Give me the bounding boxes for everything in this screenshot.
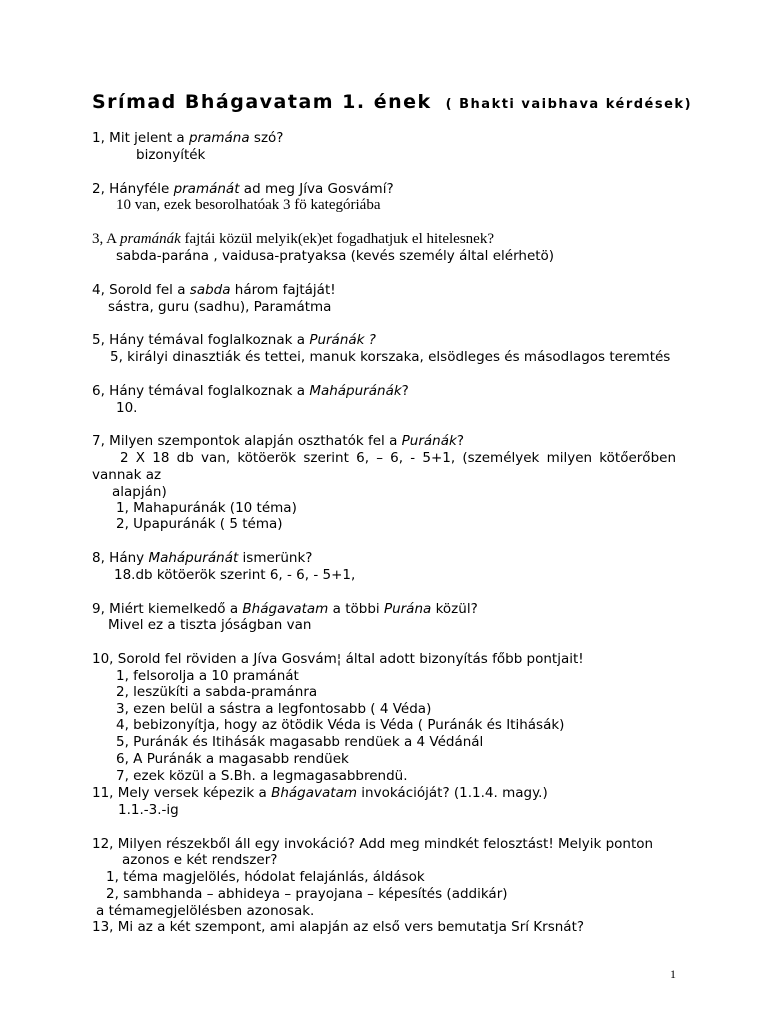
question-text: ? bbox=[401, 383, 409, 399]
answer-9: Mivel ez a tiszta jóságban van bbox=[108, 617, 312, 633]
question-9 bbox=[92, 601, 478, 618]
page-title bbox=[92, 91, 692, 113]
title-subtitle: ( Bhakti vaibhava kérdések) bbox=[445, 97, 693, 112]
answer-7-line-4: 1, Mahapuránák (10 téma) bbox=[116, 500, 297, 516]
answer-5: 5, királyi dinasztiák és tettei, manuk korszaka, elsödleges és másodlagos teremtés bbox=[110, 349, 671, 365]
answer-7-line-2: vannak az bbox=[92, 467, 162, 483]
question-8 bbox=[92, 550, 312, 567]
question-term: Mahápuránát bbox=[148, 550, 239, 566]
question-text: 6, Hány témával foglalkoznak a bbox=[92, 383, 310, 399]
answer-12-line-3: a témamegjelölésben azonosak. bbox=[96, 903, 315, 919]
answer-7-line-5: 2, Upapuránák ( 5 téma) bbox=[116, 516, 283, 532]
question-term: pramána bbox=[188, 130, 250, 146]
question-2 bbox=[92, 181, 394, 198]
question-term: pramánák bbox=[119, 231, 181, 247]
answer-1: bizonyíték bbox=[136, 147, 206, 163]
question-term: Bhágavatam bbox=[242, 601, 329, 617]
question-text: három fajtáját! bbox=[230, 282, 336, 298]
question-text: 11, Mely versek képezik a bbox=[92, 785, 272, 801]
answer-10-item: 5, Puránák és Itihásák magasabb rendüek a 4 Védánál bbox=[116, 734, 484, 750]
question-13: 13, Mi az a két szempont, ami alapján az első vers bemutatja Srí Krsnát? bbox=[92, 919, 585, 935]
answer-8: 18.db kötöerök szerint 6, - 6, - 5+1, bbox=[114, 567, 356, 583]
question-text: 3, A bbox=[92, 231, 120, 247]
answer-10-item: 4, bebizonyítja, hogy az ötödik Véda is Véda ( Puránák és Itihásák) bbox=[116, 717, 565, 733]
question-6 bbox=[92, 383, 409, 400]
question-text: fajtái közül melyik(ek)et fogadhatjuk el hitelesnek? bbox=[180, 231, 494, 247]
question-text: 7, Milyen szempontok alapján oszthatók fel a bbox=[92, 433, 402, 449]
question-text: 9, Miért kiemelkedő a bbox=[92, 601, 243, 617]
answer-11: 1.1.-3.-ig bbox=[118, 802, 179, 818]
answer-10-item: 3, ezen belül a sástra a legfontosabb ( 4 Véda) bbox=[116, 701, 432, 717]
answer-4: sástra, guru (sadhu), Paramátma bbox=[108, 299, 332, 315]
answer-12-line-1: 1, téma magjelölés, hódolat felajánlás, áldások bbox=[106, 869, 425, 885]
answer-7-line-1: 2 X 18 db van, kötöerök szerint 6, – 6, - 5+1, (személyek milyen kötőerőben bbox=[120, 450, 676, 466]
answer-12-line-2: 2, sambhanda – abhideya – prayojana – képesítés (addikár) bbox=[106, 886, 508, 902]
question-term: Puránák ? bbox=[309, 332, 376, 348]
question-term: pramánát bbox=[173, 181, 240, 197]
question-11 bbox=[92, 785, 548, 802]
question-text: a többi bbox=[328, 601, 384, 617]
question-7 bbox=[92, 433, 464, 450]
question-4 bbox=[92, 282, 336, 299]
question-text: ad meg Jíva Gosvámí? bbox=[239, 181, 394, 197]
question-12-line-1: 12, Milyen részekből áll egy invokáció? Add meg mindkét felosztást! Melyik ponton bbox=[92, 836, 654, 852]
question-10: 10, Sorold fel röviden a Jíva Gosvám¦ által adott bizonyítás főbb pontjait! bbox=[92, 651, 584, 667]
question-term: Purána bbox=[383, 601, 432, 617]
answer-10-item: 1, felsorolja a 10 pramánát bbox=[116, 668, 299, 684]
question-1 bbox=[92, 130, 283, 147]
question-text: ismerünk? bbox=[238, 550, 313, 566]
question-text: szó? bbox=[249, 130, 284, 146]
question-12-line-2: azonos e két rendszer? bbox=[122, 852, 278, 868]
answer-10-item: 2, leszükíti a sabda-pramánra bbox=[116, 684, 318, 700]
question-term: Bhágavatam bbox=[271, 785, 357, 801]
question-text: 2, Hányféle bbox=[92, 181, 174, 197]
question-term: Puránák bbox=[401, 433, 457, 449]
question-term: Mahápuránák bbox=[309, 383, 402, 399]
question-text: 4, Sorold fel a bbox=[92, 282, 190, 298]
question-text: ? bbox=[456, 433, 464, 449]
answer-2: 10 van, ezek besorolhatóak 3 fö kategóriába bbox=[116, 197, 381, 213]
question-5 bbox=[92, 332, 376, 349]
question-text: invokációját? (1.1.4. magy.) bbox=[357, 785, 548, 801]
answer-10-item: 6, A Puránák a magasabb rendüek bbox=[116, 751, 349, 767]
answer-3: sabda-parána , vaidusa-pratyaksa (kevés személy által elérhetö) bbox=[116, 248, 555, 264]
answer-6: 10. bbox=[116, 400, 138, 416]
page-number: 1 bbox=[670, 967, 676, 981]
answer-7-line-3: alapján) bbox=[112, 484, 167, 500]
question-text: 8, Hány bbox=[92, 550, 149, 566]
question-text: 1, Mit jelent a bbox=[92, 130, 189, 146]
answer-10-item: 7, ezek közül a S.Bh. a legmagasabbrendü. bbox=[116, 768, 408, 784]
question-text: 5, Hány témával foglalkoznak a bbox=[92, 332, 310, 348]
title-text: Srímad Bhágavatam 1. ének bbox=[92, 91, 432, 113]
question-term: sabda bbox=[189, 282, 231, 298]
question-text: közül? bbox=[431, 601, 478, 617]
question-3 bbox=[92, 231, 494, 248]
